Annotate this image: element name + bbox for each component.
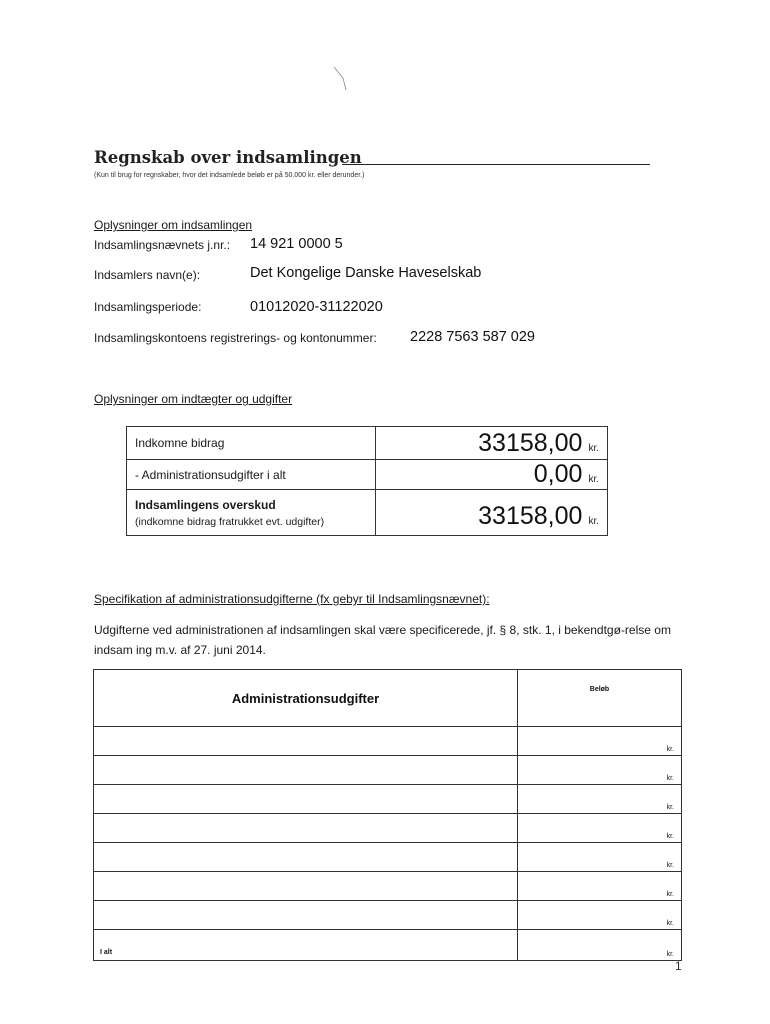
collection-period-label: Indsamlingsperiode: [94, 300, 202, 314]
expense-amount-cell: kr. [518, 756, 682, 785]
admin-expenses-amount-cell [376, 460, 608, 490]
income-amount: 33158,00 [478, 428, 583, 457]
income-summary-table [126, 426, 608, 536]
admin-expenses-unit: kr. [588, 474, 599, 485]
surplus-label: Indsamlingens overskud [135, 497, 276, 512]
table-row [94, 843, 682, 872]
table-row [94, 727, 682, 756]
surplus-amount: 33158,00 [478, 502, 583, 530]
admin-table-total-row [94, 930, 682, 961]
scan-artifact-mark [333, 66, 351, 92]
admin-table-amount-header: Beløb [518, 670, 682, 727]
table-row [94, 901, 682, 930]
admin-table-total-label: I alt [94, 930, 518, 961]
income-label: Indkomne bidrag [127, 427, 376, 460]
expense-description-cell [94, 727, 518, 756]
surplus-sublabel: (indkomne bidrag fratrukket evt. udgifter) [135, 515, 325, 528]
income-row [127, 427, 608, 460]
specification-paragraph: Udgifterne ved administrationen af indsamlingen skal være specificerede, jf. § 8, stk. 1, i bekendtgø-relse om indsam ing m.v. af 27. juni 2014. [94, 623, 671, 657]
table-row [94, 756, 682, 785]
admin-expenses-amount: 0,00 [533, 460, 583, 488]
surplus-label-cell [127, 490, 376, 536]
surplus-amount-cell [376, 490, 608, 536]
income-amount-cell [376, 427, 608, 460]
admin-table-description-header: Administrationsudgifter [94, 670, 518, 727]
document-title: Regnskab over indsamlingen [94, 148, 362, 167]
expense-description-cell [94, 814, 518, 843]
admin-table-header [94, 670, 682, 727]
page-number: 1 [675, 959, 682, 973]
expense-description-cell [94, 756, 518, 785]
account-number-value: 2228 7563 587 029 [410, 329, 535, 345]
expense-amount-cell: kr. [518, 843, 682, 872]
expense-amount-cell: kr. [518, 901, 682, 930]
table-row [94, 872, 682, 901]
admin-expenses-label: - Administrationsudgifter i alt [127, 460, 376, 490]
expense-amount-cell: kr. [518, 727, 682, 756]
expense-amount-cell: kr. [518, 872, 682, 901]
account-number-label: Indsamlingskontoens registrerings- og kontonummer: [94, 331, 377, 345]
expense-description-cell [94, 843, 518, 872]
expense-description-cell [94, 785, 518, 814]
journal-number-value: 14 921 0000 5 [250, 236, 343, 252]
admin-table-total-amount-cell: kr. [518, 930, 682, 961]
collector-name-label: Indsamlers navn(e): [94, 268, 201, 282]
income-unit: kr. [588, 442, 599, 454]
expense-description-cell [94, 872, 518, 901]
expense-description-cell [94, 901, 518, 930]
title-underline [342, 164, 650, 165]
expense-amount-cell: kr. [518, 785, 682, 814]
document-subnote: (Kun til brug for regnskaber, hvor det indsamlede beløb er på 50.000 kr. eller derunder.) [94, 172, 365, 179]
table-row [94, 785, 682, 814]
collection-info-heading: Oplysninger om indsamlingen [94, 218, 253, 232]
surplus-unit: kr. [588, 516, 599, 527]
collection-period-value: 01012020-31122020 [250, 299, 383, 315]
collector-name-value: Det Kongelige Danske Haveselskab [250, 265, 482, 281]
admin-expenses-table [93, 669, 682, 961]
specification-heading: Specifikation af administrationsudgifterne (fx gebyr til Indsamlingsnævnet): [94, 592, 490, 606]
table-row [94, 814, 682, 843]
surplus-row [127, 490, 608, 536]
income-expenses-heading: Oplysninger om indtægter og udgifter [94, 392, 293, 406]
admin-expenses-row [127, 460, 608, 490]
expense-amount-cell: kr. [518, 814, 682, 843]
journal-number-label: Indsamlingsnævnets j.nr.: [94, 238, 231, 252]
